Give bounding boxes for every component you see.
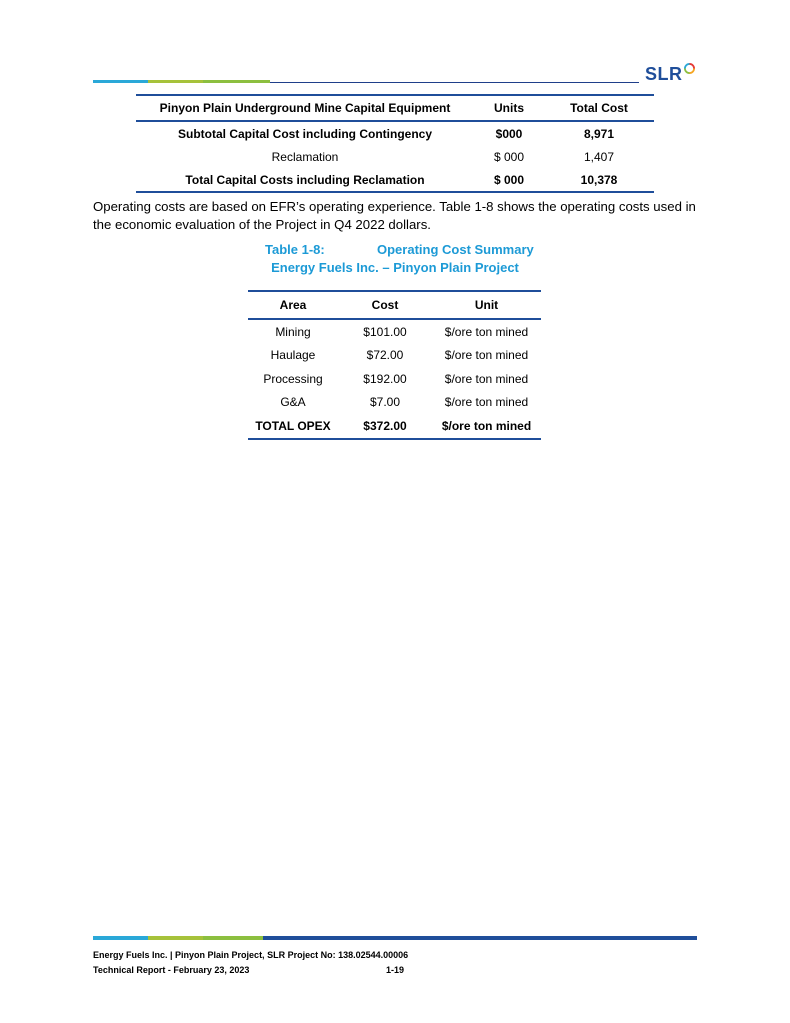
table-row [136,168,654,192]
table-row [248,414,541,439]
page-number: 1-19 [386,965,405,975]
footer-rule [93,936,697,940]
table-cell: Reclamation [271,149,339,164]
table-cell: Mining [275,324,311,339]
table-cell: Haulage [270,348,316,363]
table-cell: $/ore ton mined [444,348,529,363]
table-row [248,344,541,368]
table-cell: TOTAL OPEX [255,418,331,433]
column-header: Total Cost [570,101,628,115]
table-row [248,391,541,415]
table-title: Operating Cost Summary [377,242,534,257]
table-cell: $ 000 [493,149,525,164]
capital-cost-table [136,94,654,193]
body-paragraph: Operating costs are based on EFR’s operating experience. Table 1-8 shows the operating costs used in the economic evaluation of the Project in Q4 2022 dollars. [93,199,696,232]
operating-cost-table [248,290,541,440]
footer-report-date: Technical Report - February 23, 2023 [93,965,250,975]
table-cell: 10,378 [580,172,618,187]
column-header: Unit [474,298,499,312]
table-cell: $/ore ton mined [444,324,529,339]
table-row [248,367,541,391]
table-cell: $000 [495,126,523,141]
column-header: Area [279,298,307,312]
column-header: Pinyon Plain Underground Mine Capital Equipment [159,101,451,115]
table-cell: $/ore ton mined [441,418,532,433]
table-row [136,145,654,168]
column-header: Cost [371,298,399,312]
logo-swirl-icon [684,63,695,74]
table-cell: $/ore ton mined [444,395,529,410]
footer-project-line: Energy Fuels Inc. | Pinyon Plain Project, SLR Project No: 138.02544.00006 [93,950,409,960]
table-cell: 8,971 [583,126,615,141]
table-number: Table 1-8: [265,242,325,257]
header-rule-line [270,82,639,83]
table-cell: G&A [280,395,306,410]
slr-logo: SLR [645,64,695,84]
table-caption [250,241,540,277]
table-cell: $192.00 [363,371,407,386]
table-cell: Processing [263,371,323,386]
table-cell: $72.00 [366,348,404,363]
column-header: Units [494,101,524,115]
table-row [248,319,541,344]
table-cell: $/ore ton mined [444,371,529,386]
table-cell: $372.00 [363,418,407,433]
table-cell: Subtotal Capital Cost including Contingency [178,126,432,141]
table-cell: $101.00 [363,324,407,339]
table-cell: $7.00 [369,395,401,410]
table-subtitle: Energy Fuels Inc. – Pinyon Plain Project [271,260,519,275]
table-header-row [248,291,541,319]
table-cell: Total Capital Costs including Reclamation [185,172,425,187]
table-cell: 1,407 [583,149,615,164]
table-cell: $ 000 [493,172,525,187]
table-header-row [136,95,654,121]
table-row [136,121,654,145]
